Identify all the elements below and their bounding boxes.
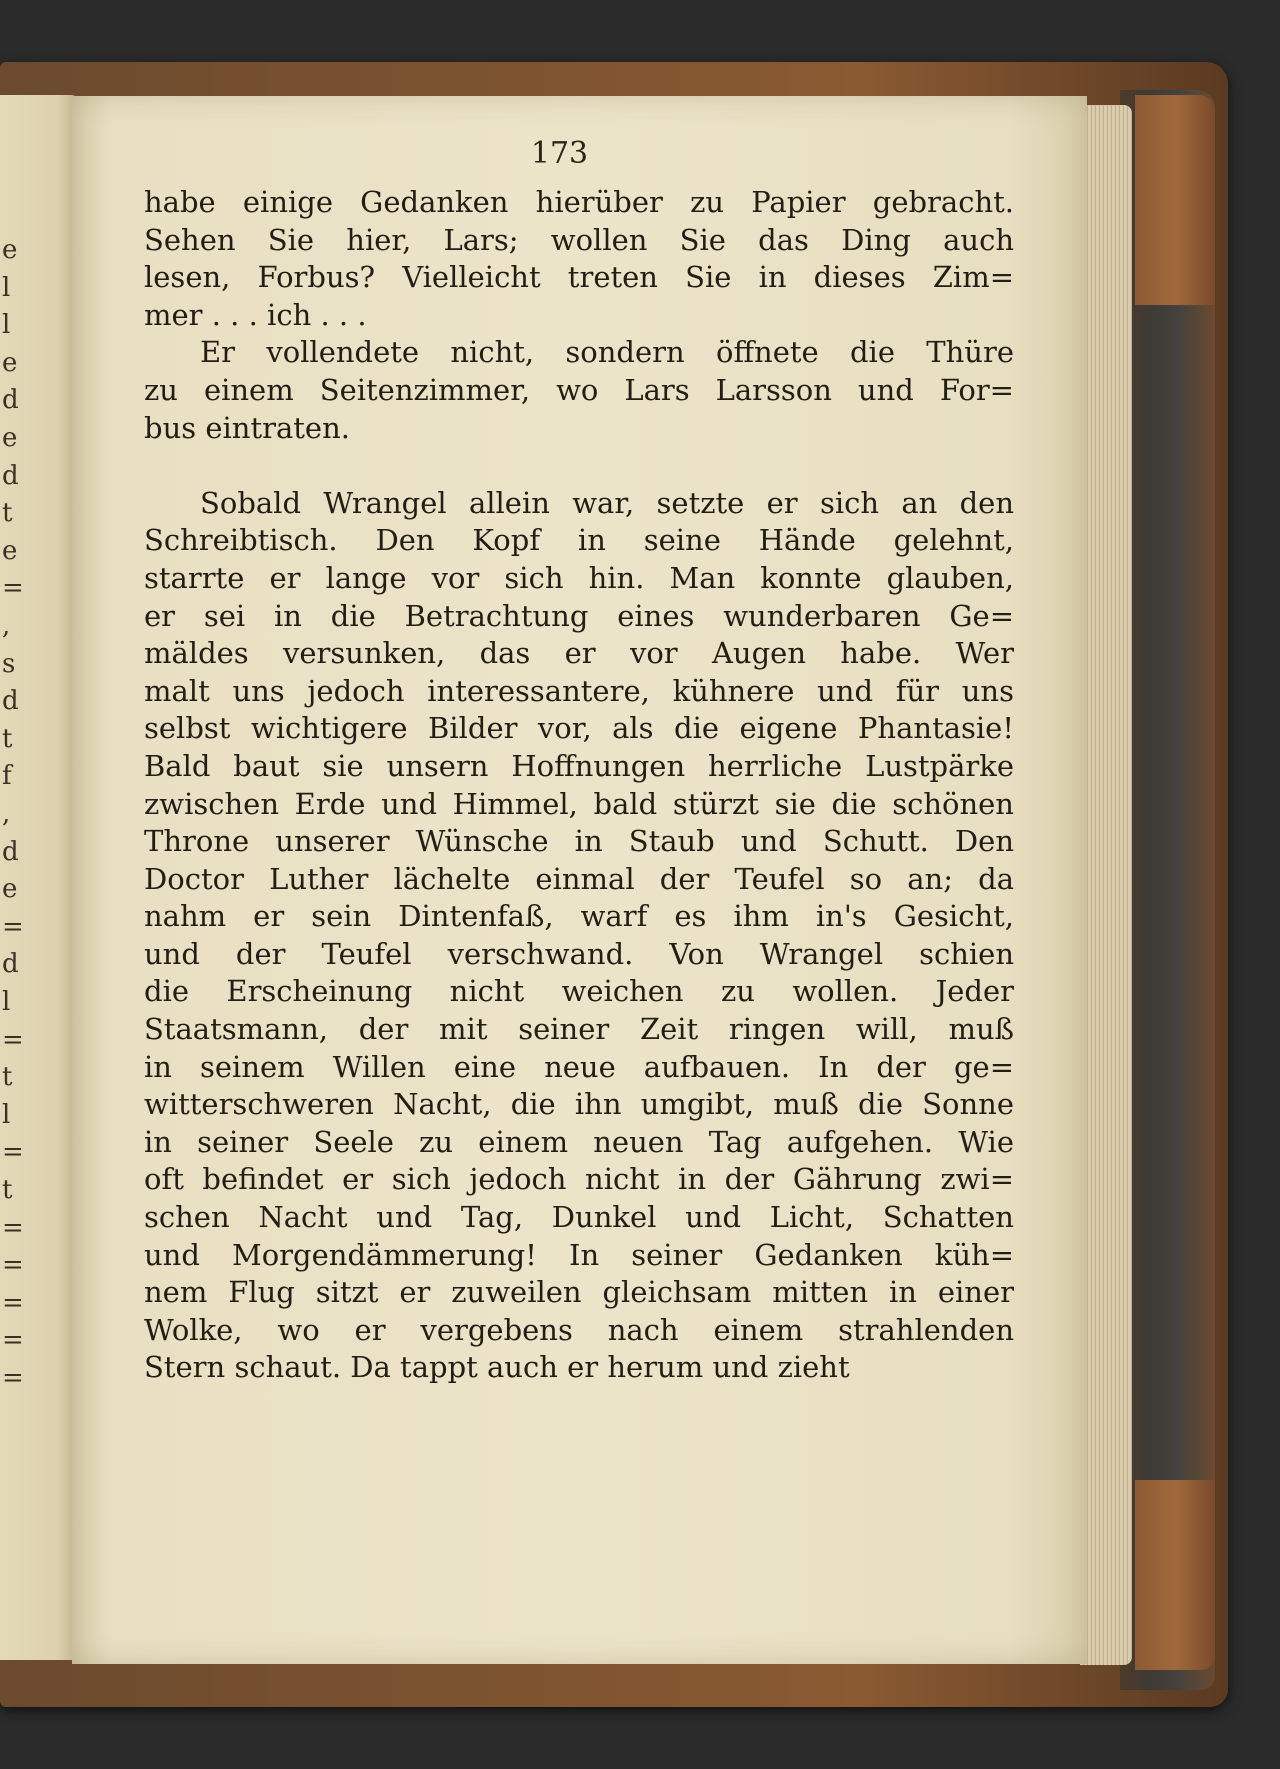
left-page-edge-char: d bbox=[2, 836, 19, 867]
left-page-edge-char: l bbox=[2, 272, 11, 303]
left-page-edge-char: e bbox=[2, 235, 18, 265]
left-page-edge-char: e bbox=[2, 535, 18, 566]
left-page-edge-char: t bbox=[2, 1062, 13, 1093]
paragraph bbox=[144, 485, 1014, 1387]
page-stack-edge bbox=[1080, 105, 1132, 1665]
spine-leather-corner-bottom bbox=[1135, 1480, 1215, 1670]
left-page-edge-char: e bbox=[2, 347, 18, 378]
paragraph-gap bbox=[144, 447, 1014, 485]
left-page-edge-char: = bbox=[2, 573, 24, 604]
left-page-edge-char: e bbox=[2, 423, 18, 453]
text-line: Bald baut sie unsern Hoffnungen herrliche Lustpärke bbox=[144, 748, 1014, 783]
text-line: habe einige Gedanken hierüber zu Papier gebracht. bbox=[144, 185, 1014, 219]
left-page-edge-char: = bbox=[2, 1212, 24, 1243]
text-line: Sobald Wrangel allein war, setzte er sich an den bbox=[200, 485, 1014, 520]
left-page-edge-char: , bbox=[2, 611, 11, 641]
left-page-edge-char: = bbox=[2, 1325, 24, 1356]
left-page-edge-char: = bbox=[2, 1287, 24, 1318]
text-line: mäldes versunken, das er vor Augen habe. Wer bbox=[144, 636, 1014, 671]
text-line: oft befindet er sich jedoch nicht in der Gährung zwi= bbox=[144, 1162, 1014, 1197]
left-page-edge-char: = bbox=[2, 1024, 24, 1055]
text-line: zu einem Seitenzimmer, wo Lars Larsson und For= bbox=[144, 372, 1014, 407]
left-page-edge-char: l bbox=[2, 987, 11, 1017]
text-line: nem Flug sitzt er zuweilen gleichsam mitten in einer bbox=[144, 1275, 1014, 1310]
left-page-edge-char: d bbox=[2, 686, 19, 717]
left-page-edge-char: = bbox=[2, 1250, 24, 1281]
text-line: Stern schaut. Da tappt auch er herum und zieht bbox=[144, 1350, 850, 1385]
page-text bbox=[144, 184, 1014, 1387]
text-line: er sei in die Betrachtung eines wunderbaren Ge= bbox=[144, 598, 1014, 633]
text-line: zwischen Erde und Himmel, bald stürzt sie die schönen bbox=[144, 786, 1014, 821]
page-number: 173 bbox=[530, 136, 589, 171]
text-line: bus eintraten. bbox=[144, 410, 350, 445]
book-page bbox=[72, 96, 1087, 1664]
text-line: Staatsmann, der mit seiner Zeit ringen will, muß bbox=[144, 1012, 1014, 1047]
paragraph bbox=[144, 184, 1014, 334]
left-page-edge-char: e bbox=[2, 874, 18, 905]
left-page-edge-char: = bbox=[2, 1363, 24, 1393]
spine-leather-corner-top bbox=[1135, 95, 1215, 305]
text-line: Doctor Luther lächelte einmal der Teufel so an; da bbox=[144, 861, 1014, 896]
left-page-edge bbox=[0, 95, 74, 1660]
text-line: und der Teufel verschwand. Von Wrangel schien bbox=[144, 936, 1014, 971]
text-line: selbst wichtigere Bilder vor, als die eigene Phantasie! bbox=[144, 711, 1014, 746]
left-page-edge-char: f bbox=[2, 761, 12, 792]
text-line: schen Nacht und Tag, Dunkel und Licht, Schatten bbox=[144, 1200, 1014, 1235]
text-line: Schreibtisch. Den Kopf in seine Hände gelehnt, bbox=[144, 523, 1014, 558]
text-line: Wolke, wo er vergebens nach einem strahlenden bbox=[144, 1312, 1014, 1347]
left-page-edge-char: l bbox=[2, 310, 11, 341]
left-page-edge-char: t bbox=[2, 1175, 13, 1205]
left-page-edge-char: d bbox=[2, 949, 19, 980]
left-page-edge-char: t bbox=[2, 723, 13, 754]
text-line: in seinem Willen eine neue aufbauen. In der ge= bbox=[144, 1049, 1014, 1084]
left-page-edge-char: t bbox=[2, 498, 13, 529]
book-spine bbox=[1120, 90, 1215, 1690]
text-line: lesen, Forbus? Vielleicht treten Sie in dieses Zim= bbox=[144, 260, 1014, 295]
text-line: Throne unserer Wünsche in Staub und Schutt. Den bbox=[144, 824, 1014, 859]
text-line: und Morgendämmerung! In seiner Gedanken küh= bbox=[144, 1237, 1014, 1272]
left-page-edge-char: s bbox=[2, 648, 16, 679]
text-line: in seiner Seele zu einem neuen Tag aufgehen. Wie bbox=[144, 1124, 1014, 1159]
left-page-edge-char: l bbox=[2, 1099, 11, 1130]
text-line: witterschweren Nacht, die ihn umgibt, muß die Sonne bbox=[144, 1087, 1014, 1122]
text-line: malt uns jedoch interessantere, kühnere und für uns bbox=[144, 673, 1014, 708]
text-line: Sehen Sie hier, Lars; wollen Sie das Ding auch bbox=[144, 222, 1014, 257]
text-line: Er vollendete nicht, sondern öffnete die Thüre bbox=[200, 335, 1014, 370]
text-line: nahm er sein Dintenfaß, warf es ihm in's Gesicht, bbox=[144, 899, 1014, 934]
left-page-edge-char: = bbox=[2, 911, 24, 942]
paragraph bbox=[144, 334, 1014, 447]
left-page-edge-char: d bbox=[2, 460, 19, 491]
text-line: starrte er lange vor sich hin. Man konnte glauben, bbox=[144, 560, 1014, 595]
left-page-edge-char: , bbox=[2, 799, 11, 829]
left-page-edge-char: d bbox=[2, 385, 19, 416]
text-line: mer . . . ich . . . bbox=[144, 297, 367, 332]
left-page-edge-char: = bbox=[2, 1137, 24, 1168]
text-line: die Erscheinung nicht weichen zu wollen. Jeder bbox=[144, 974, 1014, 1009]
